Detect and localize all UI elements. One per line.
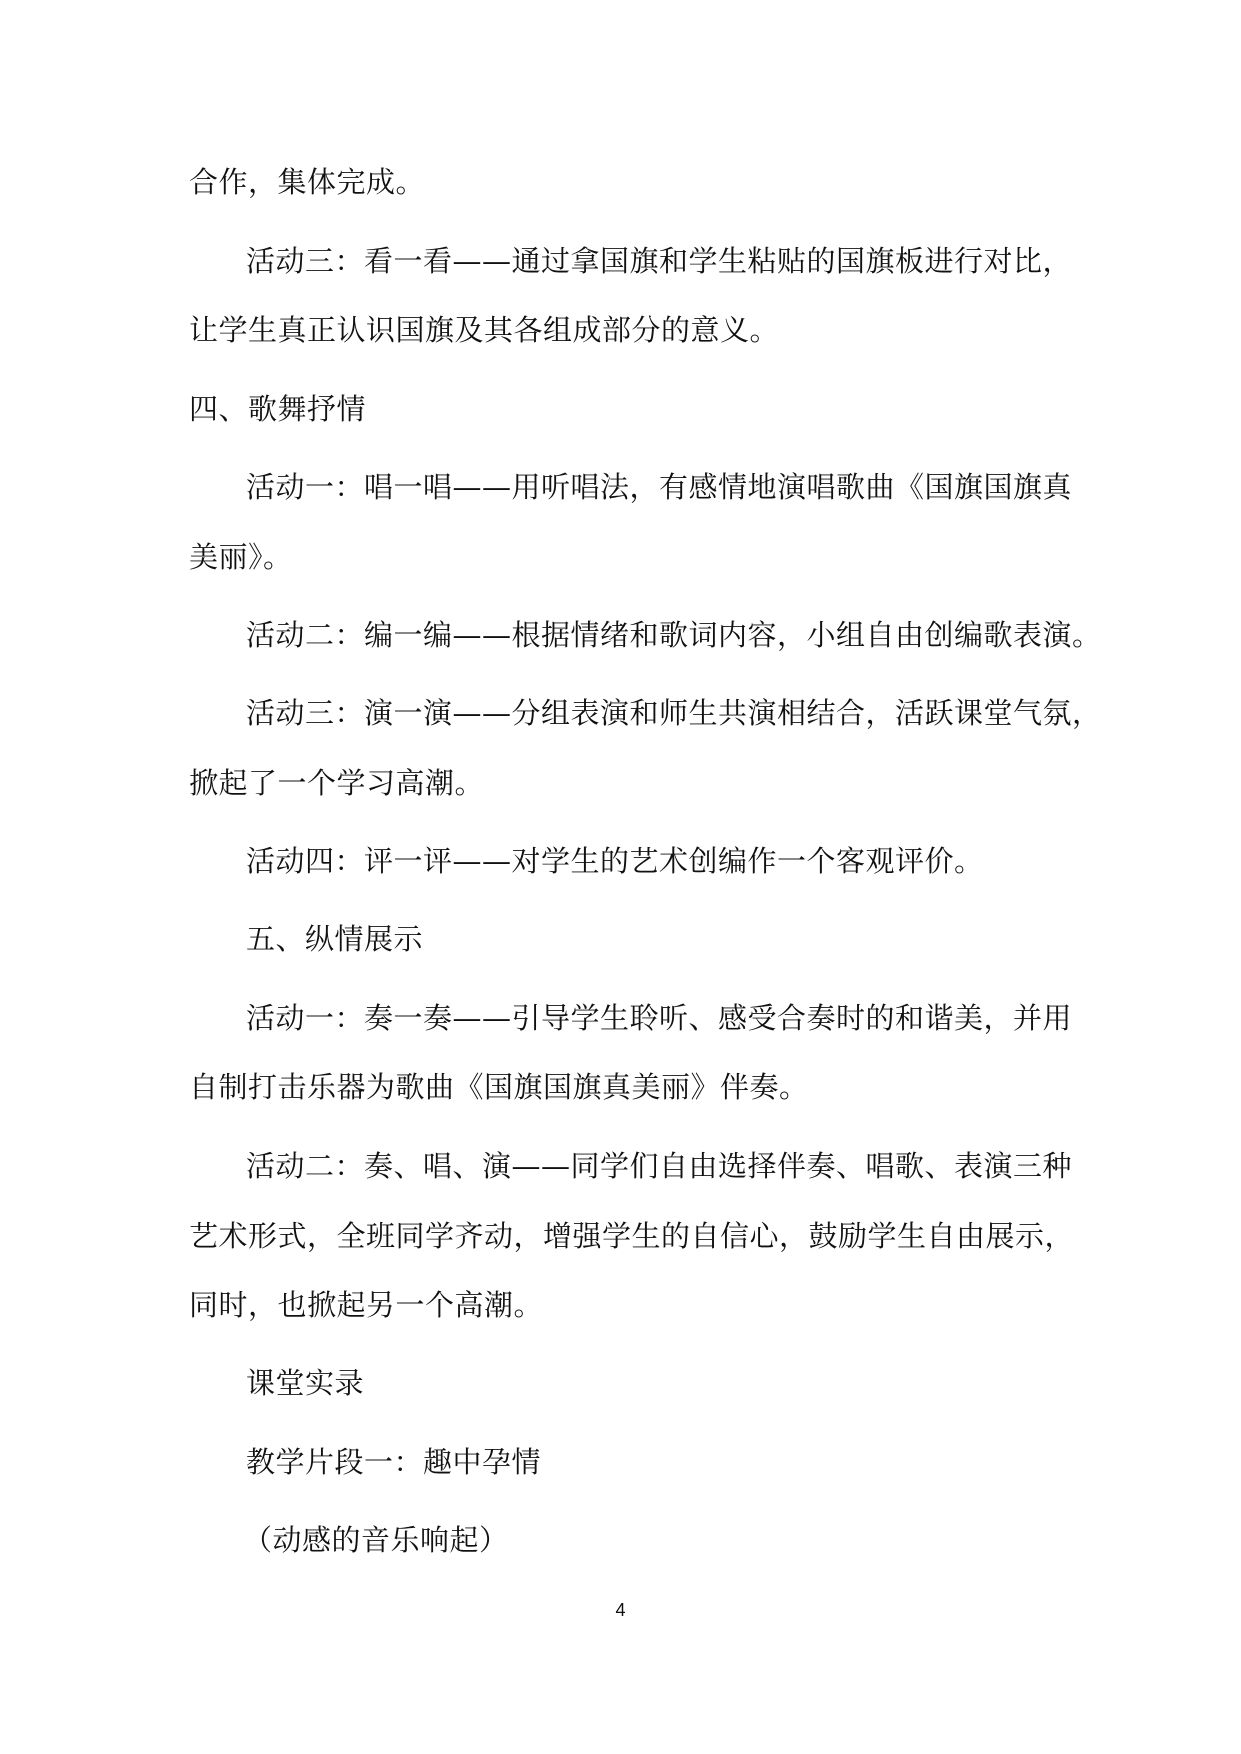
text-line: 同时，也掀起另一个高潮。 — [189, 1288, 544, 1322]
text-line: 自制打击乐器为歌曲《国旗国旗真美丽》伴奏。 — [189, 1070, 809, 1104]
text-line: 活动三：演一演——分组表演和师生共演相结合，活跃课堂气氛， — [246, 696, 1102, 730]
section-heading: 教学片段一：趣中孕情 — [246, 1445, 542, 1479]
page-number: 4 — [615, 1600, 626, 1620]
text-line: 活动三：看一看——通过拿国旗和学生粘贴的国旗板进行对比， — [246, 244, 1073, 278]
text-line: 活动二：编一编——根据情绪和歌词内容，小组自由创编歌表演。 — [246, 618, 1102, 652]
section-heading: 课堂实录 — [246, 1366, 365, 1400]
text-line: 活动一：奏一奏——引导学生聆听、感受合奏时的和谐美，并用 — [246, 1001, 1073, 1035]
text-line: 让学生真正认识国旗及其各组成部分的意义。 — [189, 313, 780, 347]
text-line: 掀起了一个学习高潮。 — [189, 766, 485, 800]
text-line: 活动四：评一评——对学生的艺术创编作一个客观评价。 — [246, 844, 984, 878]
text-line: 活动一：唱一唱——用听唱法，有感情地演唱歌曲《国旗国旗真 — [246, 470, 1073, 504]
section-heading: 五、纵情展示 — [246, 922, 424, 956]
text-line: 活动二：奏、唱、演——同学们自由选择伴奏、唱歌、表演三种 — [246, 1149, 1073, 1183]
text-line: 美丽》。 — [189, 540, 293, 574]
text-line: 合作，集体完成。 — [189, 165, 426, 199]
section-heading: 四、歌舞抒情 — [189, 392, 367, 426]
text-line: （动感的音乐响起） — [243, 1523, 509, 1557]
text-line: 艺术形式，全班同学齐动，增强学生的自信心，鼓励学生自由展示， — [189, 1219, 1075, 1253]
